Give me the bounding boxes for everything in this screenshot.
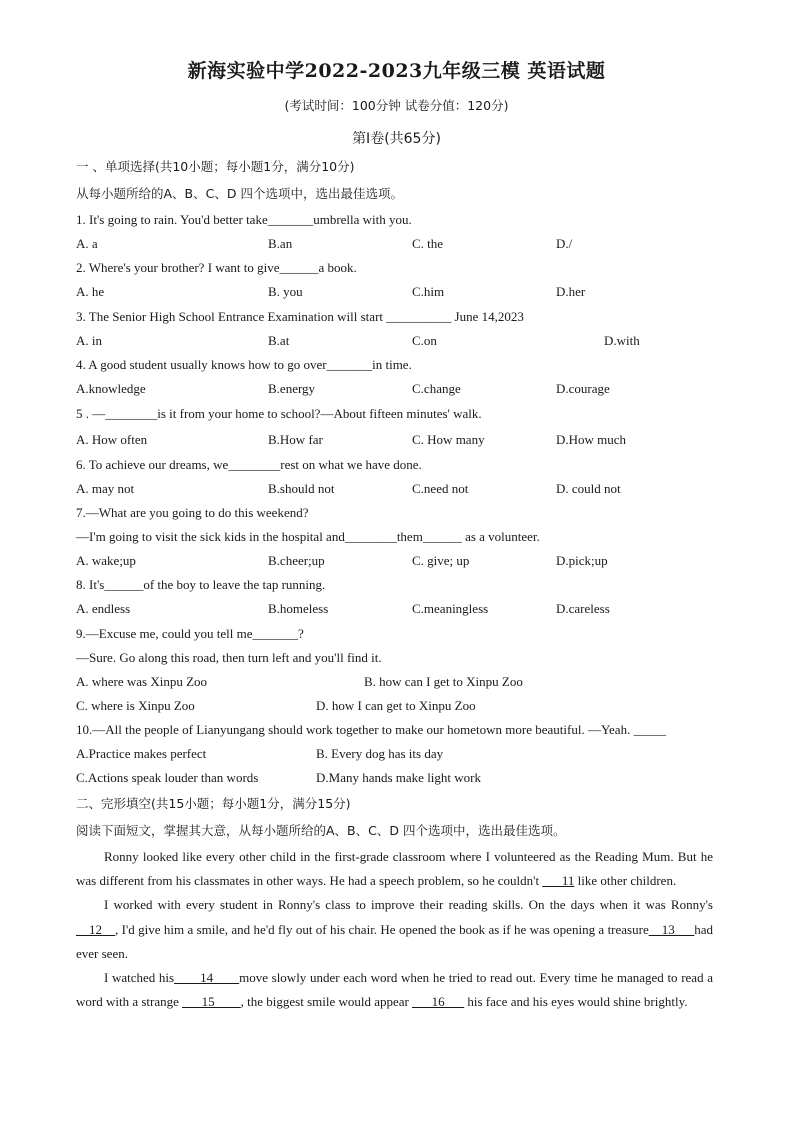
question-7-stem-2: —I'm going to visit the sick kids in the hospital and________them______ as a volunteer. <box>76 529 540 544</box>
passage-paragraph-2 <box>76 893 713 966</box>
q9-option-c: C. where is Xinpu Zoo <box>76 698 195 713</box>
question-8-stem: 8. It's______of the boy to leave the tap running. <box>76 577 326 592</box>
q3-option-a: A. in <box>76 333 102 348</box>
q1-option-d: D./ <box>556 236 573 251</box>
q5-option-c: C. How many <box>412 432 485 447</box>
q4-option-d: D.courage <box>556 381 610 396</box>
blank-14: ____14____ <box>174 970 240 986</box>
paragraph-2-text-c: had ever seen. <box>76 921 713 961</box>
q10-option-b: B. Every dog has its day <box>316 746 444 761</box>
paragraph-1-text-a: Ronny looked like every other child in the first-grade classroom where I volunteered as the Reading Mum. But he was different from his classmates in other ways. He had a speech problem, so he couldn't <box>76 849 713 889</box>
q10-option-a: A.Practice makes perfect <box>76 746 207 761</box>
q3-option-b: B.at <box>268 333 290 348</box>
blank-11: ___11 <box>542 873 575 889</box>
q3-option-c: C.on <box>412 333 437 348</box>
paragraph-3-text-d: his face and his eyes would shine brightly. <box>464 994 688 1010</box>
blank-16: ___16___ <box>412 994 465 1010</box>
question-10-stem: 10.—All the people of Lianyungang should work together to make our hometown more beautiful. —Yeah. _____ <box>76 722 667 737</box>
blank-13: __13___ <box>648 921 695 937</box>
section1-instruction: 从每小题所给的A、B、C、D 四个选项中，选出最佳选项。 <box>76 186 403 201</box>
q8-option-c: C.meaningless <box>412 601 489 616</box>
q6-option-d: D. could not <box>556 481 621 496</box>
passage-paragraph-3 <box>76 966 713 1014</box>
q1-option-a: A. a <box>76 236 98 251</box>
q4-option-b: B.energy <box>268 381 316 396</box>
q2-option-d: D.her <box>556 284 586 299</box>
section2-instruction: 阅读下面短文，掌握其大意，从每小题所给的A、B、C、D 四个选项中，选出最佳选项。 <box>76 823 566 838</box>
q10-option-c: C.Actions speak louder than words <box>76 770 259 785</box>
q2-option-c: C.him <box>412 284 445 299</box>
q7-option-b: B.cheer;up <box>268 553 325 568</box>
exam-info: (考试时间：100分钟 试卷分值：120分) <box>284 98 509 113</box>
question-9-stem-2: —Sure. Go along this road, then turn left and you'll find it. <box>76 650 382 665</box>
q6-option-a: A. may not <box>76 481 135 496</box>
paragraph-3-text-b: move slowly under each word when he tried to read out. Every time he managed to read a word with a strange <box>76 970 713 1010</box>
paragraph-3-text-c: , the biggest smile would appear <box>240 994 413 1010</box>
paragraph-3-text-a: I watched his <box>104 970 175 986</box>
q5-option-d: D.How much <box>556 432 627 447</box>
blank-15: ___15____ <box>182 994 241 1010</box>
q7-option-a: A. wake;up <box>76 553 136 568</box>
q6-option-b: B.should not <box>268 481 335 496</box>
exam-title: 新海实验中学2022-2023九年级三模 英语试题 <box>187 60 606 82</box>
paragraph-2-text-a: I worked with every student in Ronny's class to improve their reading skills. On the days when it was Ronny's <box>104 897 713 913</box>
paragraph-1-text-b: like other children. <box>574 873 677 889</box>
q1-option-c: C. the <box>412 236 444 251</box>
q7-option-d: D.pick;up <box>556 553 608 568</box>
section1-heading: 一 、单项选择(共10小题；每小题1分，满分10分) <box>76 159 355 174</box>
section2-heading: 二、完形填空(共15小题；每小题1分，满分15分) <box>76 796 351 811</box>
volume-label: 第I卷(共65分) <box>352 131 441 147</box>
q8-option-a: A. endless <box>76 601 131 616</box>
q9-option-b: B. how can I get to Xinpu Zoo <box>364 674 523 689</box>
q2-option-b: B. you <box>268 284 303 299</box>
q5-option-a: A. How often <box>76 432 148 447</box>
question-1-stem: 1. It's going to rain. You'd better take_______umbrella with you. <box>76 212 412 227</box>
cloze-passage <box>76 845 713 1014</box>
q1-option-b: B.an <box>268 236 293 251</box>
q9-option-a: A. where was Xinpu Zoo <box>76 674 208 689</box>
question-2-stem: 2. Where's your brother? I want to give______a book. <box>76 260 357 275</box>
question-6-stem: 6. To achieve our dreams, we________rest on what we have done. <box>76 457 422 472</box>
question-3-stem: 3. The Senior High School Entrance Examination will start __________ June 14,2023 <box>76 309 524 324</box>
q4-option-a: A.knowledge <box>76 381 146 396</box>
blank-12: __12__ <box>76 921 115 937</box>
passage-paragraph-1 <box>76 845 713 893</box>
q10-option-d: D.Many hands make light work <box>316 770 482 785</box>
q6-option-c: C.need not <box>412 481 469 496</box>
question-7-stem: 7.—What are you going to do this weekend? <box>76 505 309 520</box>
q3-option-d: D.with <box>604 333 640 348</box>
question-5-stem: 5 . —________is it from your home to school?—About fifteen minutes' walk. <box>76 406 482 421</box>
q7-option-c: C. give; up <box>412 553 470 568</box>
q8-option-d: D.careless <box>556 601 610 616</box>
q8-option-b: B.homeless <box>268 601 329 616</box>
question-4-stem: 4. A good student usually knows how to go over_______in time. <box>76 357 412 372</box>
q4-option-c: C.change <box>412 381 461 396</box>
paragraph-2-text-b: , I'd give him a smile, and he'd fly out of his chair. He opened the book as if he was opening a treasure <box>115 921 649 937</box>
question-9-stem: 9.—Excuse me, could you tell me_______? <box>76 626 304 641</box>
q9-option-d: D. how I can get to Xinpu Zoo <box>316 698 476 713</box>
q5-option-b: B.How far <box>268 432 323 447</box>
q2-option-a: A. he <box>76 284 105 299</box>
